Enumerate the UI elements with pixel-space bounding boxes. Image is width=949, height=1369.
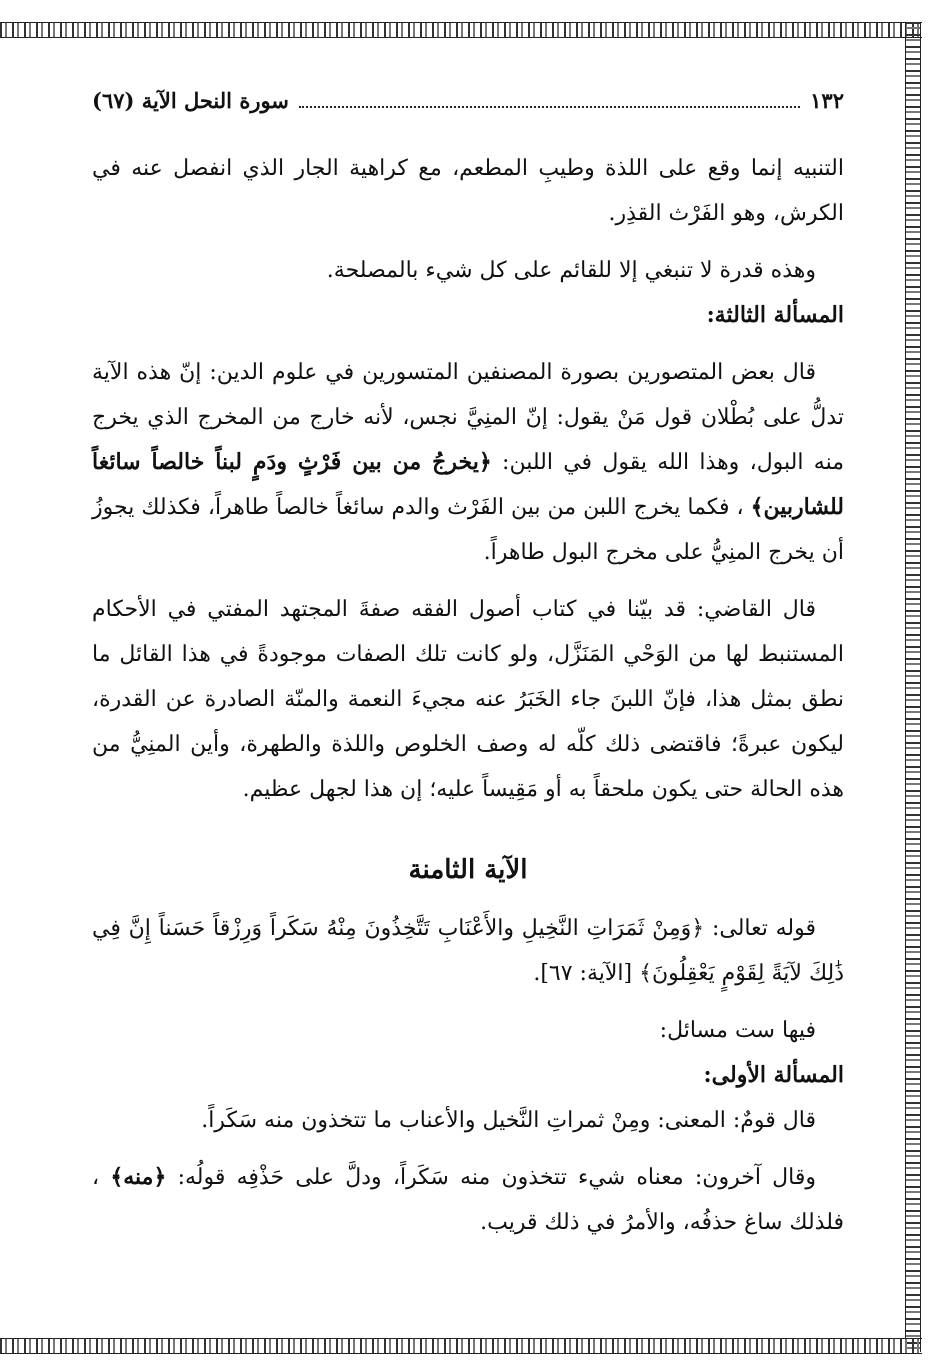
paragraph: وهذه قدرة لا تنبغي إلا للقائم على كل شيء بالمصلحة. (326, 258, 816, 283)
paragraph: فيها ست مسائل: (659, 1018, 816, 1043)
header-dots (299, 92, 800, 108)
paragraph: قال القاضي: قد بيّنا في كتاب أصول الفقه صفةَ المجتهد المفتي في الأحكام المستنبط لها من الوَحْي المَنَزَّل، ولو كانت تلك الصفات موجودةً في هذا القائل ما نطق بمثل هذا، فإنّ اللبنَ جاء الخَبَرُ عنه مجيءَ النعمة والمنّة الصادرة عن القدرة، ليكون عبرةً؛ فاقتضى ذلك كلّه له وصف الخلوص واللذة والطهرة، وأين المنِيُّ من هذه الحالة حتى يكون ملحقاً به أو مَقِيساً عليه؛ إن هذا لجهل عظيم. (92, 597, 844, 802)
ayah-title: الآية الثامنة (408, 855, 528, 885)
verse-paragraph (92, 906, 844, 996)
paragraph: التنبيه إنما وقع على اللذة وطيبِ المطعم، مع كراهية الجار الذي انفصل عنه في الكرش، وهو الفَرْث القذِر. (92, 156, 844, 226)
paragraph-text: ، فلذلك ساغ حذفُه، والأمرُ في ذلك قريب. (92, 1165, 844, 1235)
decorative-border-bottom (0, 1338, 922, 1354)
paragraph-text: ، فكما يخرج اللبن من بين الفَرْث والدم سائغاً خالصاً طاهراً، فكذلك يجوزُ أن يخرج المنِيُّ على مخرج البول طاهراً. (92, 495, 844, 565)
verse-reference: [الآية: ٦٧]. (533, 961, 633, 986)
decorative-border-right (905, 22, 921, 1352)
paragraph (92, 350, 844, 575)
section-heading: المسألة الثالثة: (706, 302, 844, 328)
paragraph-text: قال بعض المتصورين بصورة المصنفين المتسورين في علوم الدين: إنّ هذه الآية تدلُّ على بُطْلان قول مَنْ يقول: إنّ المنِيَّ نجس، لأنه خارج من المخرج الذي يخرج منه البول، وهذا الله يقول في اللبن: (92, 360, 845, 475)
running-header (92, 80, 844, 120)
quran-quote: ﴿يخرجُ من بين فَرْثٍ ودَمٍ لبناً خالصاً سائغاً للشاربين﴾ (92, 449, 844, 520)
page-content (92, 80, 844, 1245)
surah-title: سورة النحل الآية (٦٧) (92, 87, 289, 113)
quran-quote: ﴿منه﴾ (110, 1164, 167, 1190)
section-heading: المسألة الأولى: (703, 1062, 844, 1088)
paragraph (92, 1155, 844, 1245)
paragraph: قال قومٌ: المعنى: ومِنْ ثمراتِ النَّخيل والأعناب ما تتخذون منه سَكَراً. (201, 1108, 816, 1133)
page-number: ١٣٢ (810, 87, 844, 113)
decorative-border-top (0, 22, 922, 38)
verse-text: ﴿وَمِنْ ثَمَرَاتِ النَّخِيلِ والأَعْنَابِ تَتَّخِذُونَ مِنْهُ سَكَراً وَرِزْقاً حَسَناً إِنَّ فِي ذَٰلِكَ لآيَةً لِقَوْمٍ يَعْقِلُونَ﴾ (92, 916, 844, 986)
paragraph-text: وقال آخرون: معناه شيء تتخذون منه سَكَراً، ودلَّ على حَذْفِه قولُه: (177, 1165, 816, 1190)
verse-intro: قوله تعالى: (711, 916, 817, 941)
